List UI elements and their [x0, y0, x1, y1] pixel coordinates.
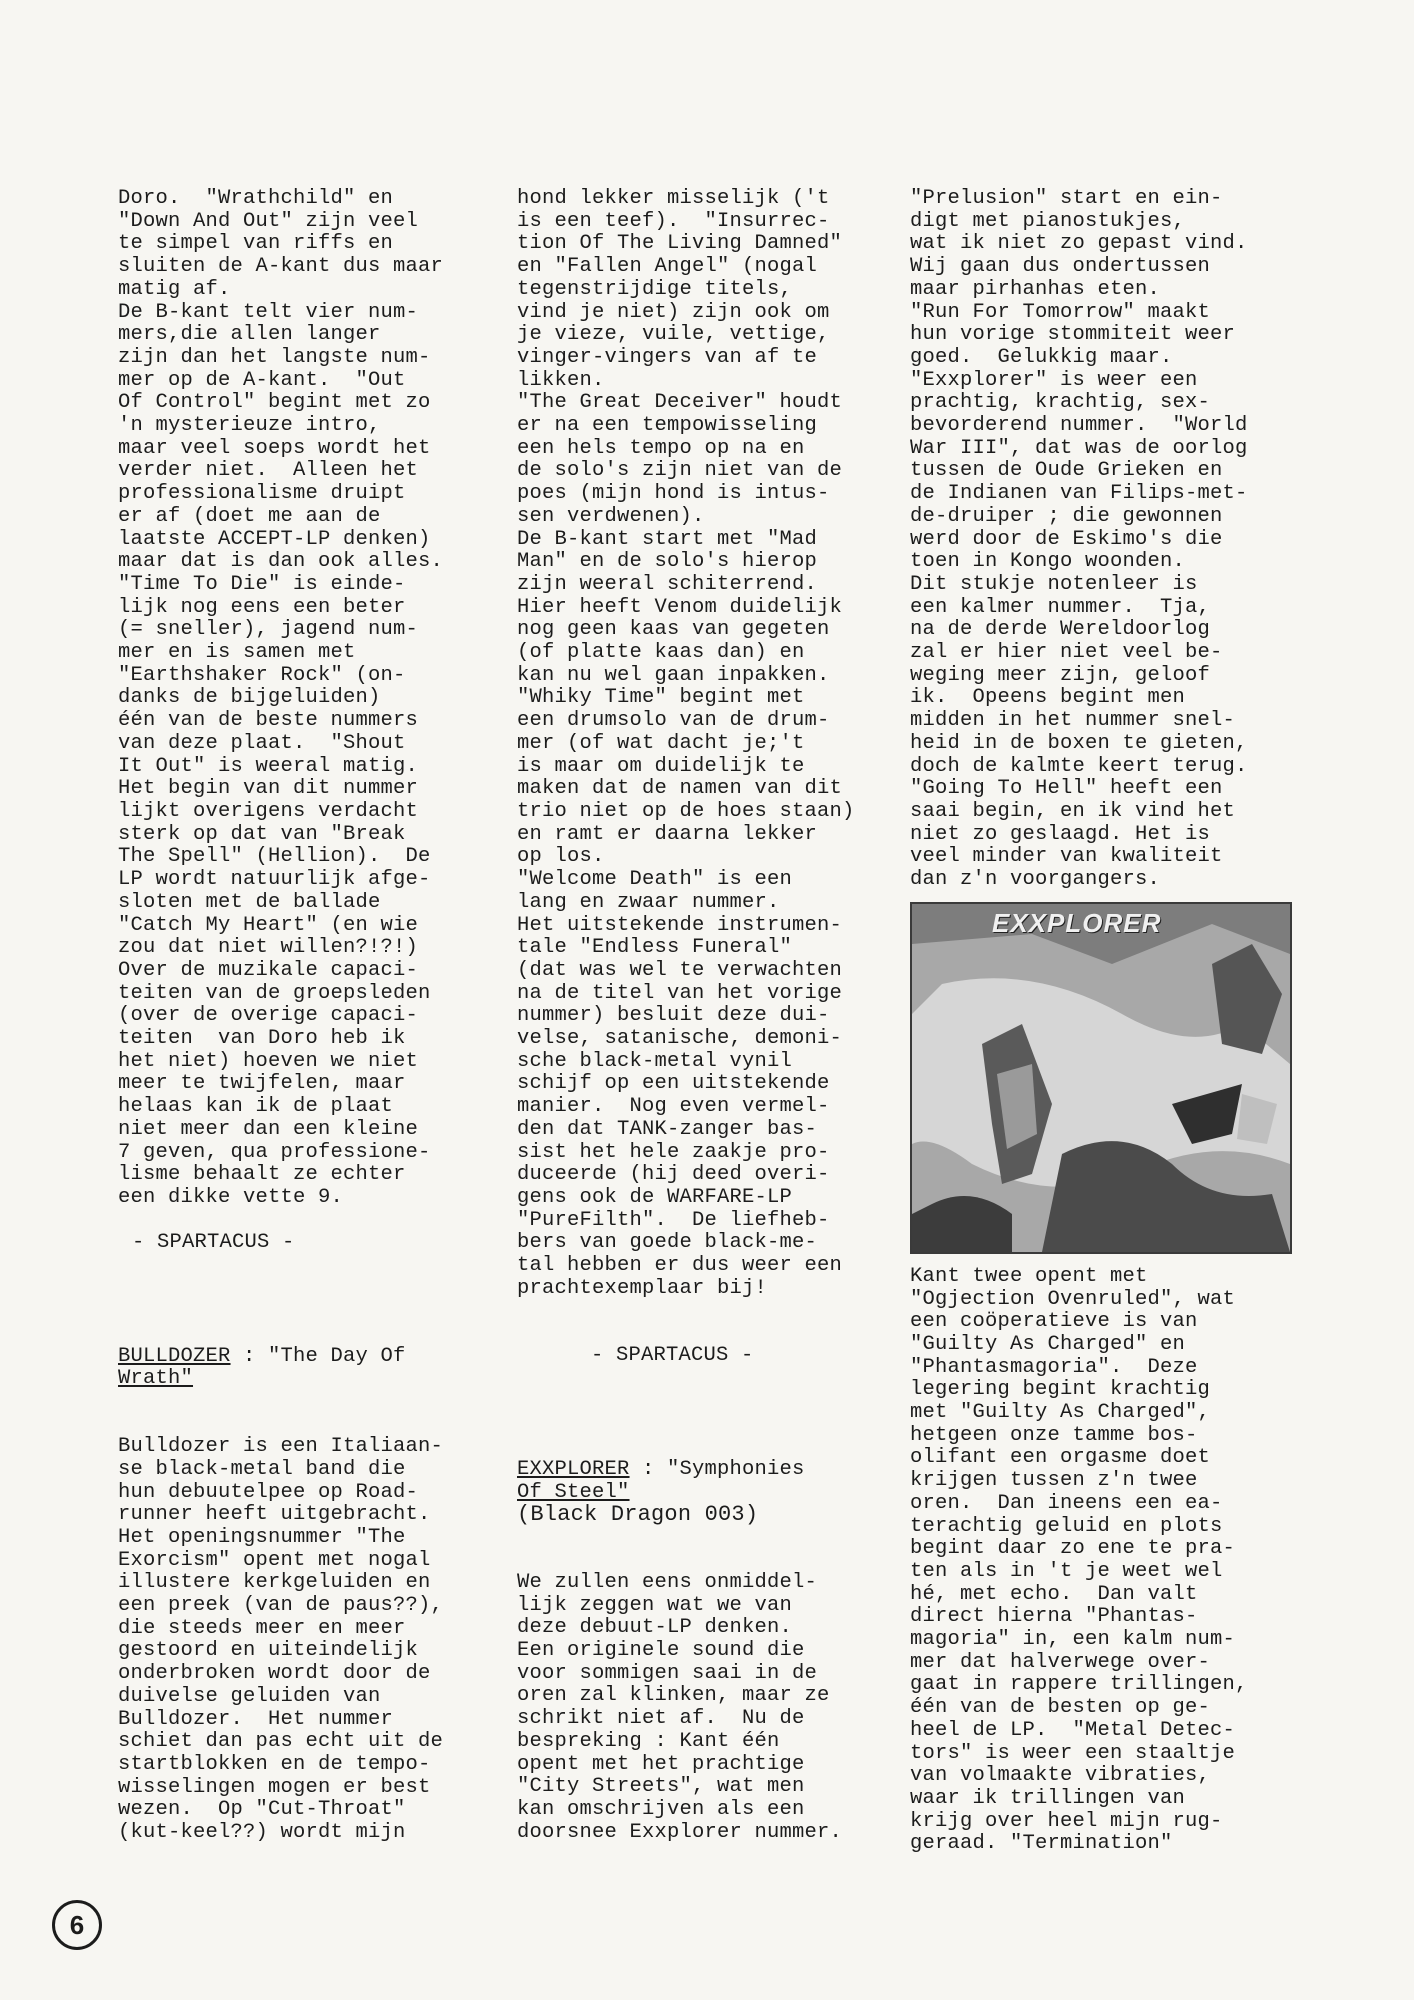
text-line: wat ik niet zo gepast vind.	[910, 232, 1248, 256]
review-heading-exxplorer	[517, 1459, 887, 1482]
text-line: Man" en de solo's hierop	[517, 550, 818, 574]
text-line: "Guilty As Charged" en	[910, 1332, 1186, 1356]
text-line: sluiten de A-kant dus maar	[118, 255, 444, 279]
text-line: de solo's zijn niet van de	[517, 459, 843, 483]
text-line: lang en zwaar nummer.	[517, 890, 780, 914]
text-line: se black-metal band die	[118, 1457, 406, 1481]
text-line: The Spell" (Hellion). De	[118, 845, 431, 869]
text-line: terachtig geluid en plots	[910, 1514, 1223, 1538]
text-line: maken dat de namen van dit	[517, 777, 843, 801]
text-line: danks de bijgeluiden)	[118, 686, 381, 710]
text-line: mer (of wat dacht je;'t	[517, 731, 805, 755]
text-line: tors" is weer een staaltje	[910, 1741, 1236, 1765]
text-line: sloten met de ballade	[118, 890, 381, 914]
text-line: mer op de A-kant. "Out	[118, 368, 406, 392]
text-line: maar pirhanhas eten.	[910, 277, 1161, 301]
text-line: sche black-metal vynil	[517, 1049, 793, 1073]
text-line: De B-kant telt vier num-	[118, 300, 419, 324]
text-line: professionalisme druipt	[118, 482, 406, 506]
text-line: wezen. Op "Cut-Throat"	[118, 1798, 406, 1822]
text-line: Het openingsnummer "The	[118, 1525, 406, 1549]
text-line: veel minder van kwaliteit	[910, 845, 1223, 869]
text-line: schijf op een uitstekende	[517, 1072, 830, 1096]
text-line: zou dat niet willen?!?!)	[118, 936, 419, 960]
review-heading-bulldozer	[118, 1346, 488, 1369]
text-line: na de titel van het vorige	[517, 981, 843, 1005]
cover-logo: EXXPLORER	[992, 907, 1162, 938]
text-line: prachtig, krachtig, sex-	[910, 391, 1211, 415]
text-line: "Catch My Heart" (en wie	[118, 913, 419, 937]
text-line: vind je niet) zijn ook om	[517, 300, 830, 324]
text-line: den dat TANK-zanger bas-	[517, 1117, 818, 1141]
text-line: verder niet. Alleen het	[118, 459, 419, 483]
record-label: (Black Dragon 003)	[517, 1502, 759, 1528]
review-title-line: Of Steel"	[517, 1480, 630, 1504]
text-line: "City Streets", wat men	[517, 1775, 805, 1799]
text-line: oren zal klinken, maar ze	[517, 1684, 830, 1708]
text-line: laatste ACCEPT-LP denken)	[118, 527, 431, 551]
text-line: midden in het nummer snel-	[910, 709, 1236, 733]
text-line: wisselingen mogen er best	[118, 1775, 431, 1799]
text-line: werd door de Eskimo's die	[910, 527, 1223, 551]
text-line: "Whiky Time" begint met	[517, 686, 805, 710]
text-line: "Earthshaker Rock" (on-	[118, 663, 406, 687]
text-line: op los.	[517, 845, 605, 869]
text-line: Of Control" begint met zo	[118, 391, 431, 415]
text-line: matig af.	[118, 277, 231, 301]
text-line: "Run For Tomorrow" maakt	[910, 300, 1211, 324]
text-line: deze debuut-LP denken.	[517, 1616, 793, 1640]
text-line: maar veel soeps wordt het	[118, 436, 431, 460]
text-line: begint daar zo ene te pra-	[910, 1537, 1236, 1561]
text-line: helaas kan ik de plaat	[118, 1095, 394, 1119]
text-line: maar dat is dan ook alles.	[118, 550, 444, 574]
text-line: Wij gaan dus ondertussen	[910, 255, 1211, 279]
text-line: de-druiper ; die gewonnen	[910, 504, 1223, 528]
text-line: likken.	[517, 368, 605, 392]
text-line: runner heeft uitgebracht.	[118, 1503, 431, 1527]
column-1	[118, 188, 488, 1845]
text-line: hun debuutelpee op Road-	[118, 1480, 419, 1504]
text-line: te simpel van riffs en	[118, 232, 394, 256]
text-line: De B-kant start met "Mad	[517, 527, 818, 551]
text-line: 'n mysterieuze intro,	[118, 414, 381, 438]
text-line: lisme behaalt ze echter	[118, 1163, 406, 1187]
text-line: vinger-vingers van af te	[517, 345, 818, 369]
text-line: bevorderend nummer. "World	[910, 414, 1248, 438]
text-line: "PureFilth". De liefheb-	[517, 1208, 830, 1232]
text-line: "Ogjection Ovenruled", wat	[910, 1287, 1236, 1311]
text-line: direct hierna "Phantas-	[910, 1605, 1198, 1629]
text-line: krijgen tussen z'n twee	[910, 1469, 1198, 1493]
text-line: heel de LP. "Metal Detec-	[910, 1718, 1236, 1742]
text-line: waar ik trillingen van	[910, 1786, 1186, 1810]
text-line: sterk op dat van "Break	[118, 822, 406, 846]
text-line: weging meer zijn, geloof	[910, 663, 1211, 687]
text-line: "Time To Die" is einde-	[118, 572, 406, 596]
text-line: één van de besten op ge-	[910, 1696, 1211, 1720]
text-line: Bulldozer. Het nummer	[118, 1707, 394, 1731]
text-line: na de derde Wereldoorlog	[910, 618, 1211, 642]
text-line: gaat in rappere trillingen,	[910, 1673, 1248, 1697]
text-line: zijn weeral schiterrend.	[517, 572, 818, 596]
text-line: Bulldozer is een Italiaan-	[118, 1435, 444, 1459]
text-line: manier. Nog even vermel-	[517, 1095, 830, 1119]
text-line: bespreking : Kant één	[517, 1729, 780, 1753]
text-line: tal hebben er dus weer een	[517, 1254, 843, 1278]
text-line: heid in de boxen te gieten,	[910, 731, 1248, 755]
text-line: tussen de Oude Grieken en	[910, 459, 1223, 483]
text-line: van volmaakte vibraties,	[910, 1764, 1211, 1788]
text-line: "Exxplorer" is weer een	[910, 368, 1198, 392]
text-line: "Prelusion" start en ein-	[910, 187, 1223, 210]
text-line: is een teef). "Insurrec-	[517, 209, 830, 233]
text-line: een coöperatieve is van	[910, 1310, 1198, 1334]
text-line: lijk nog eens een beter	[118, 595, 406, 619]
text-line: schrikt niet af. Nu de	[517, 1707, 805, 1731]
text-line: lijk zeggen wat we van	[517, 1593, 793, 1617]
column-2	[517, 188, 887, 1844]
text-line: Een originele sound die	[517, 1639, 805, 1663]
text-line: een dikke vette 9.	[118, 1185, 344, 1209]
text-line: velse, satanische, demoni-	[517, 1027, 843, 1051]
text-line: Doro. "Wrathchild" en	[118, 187, 394, 210]
text-line: mers,die allen langer	[118, 323, 381, 347]
text-line: bers van goede black-me-	[517, 1231, 818, 1255]
text-line: gens ook de WARFARE-LP	[517, 1185, 793, 1209]
text-line: ten als in 't je weet wel	[910, 1559, 1223, 1583]
text-line: We zullen eens onmiddel-	[517, 1570, 818, 1594]
text-line: hé, met echo. Dan valt	[910, 1582, 1198, 1606]
text-line: nog geen kaas van gegeten	[517, 618, 830, 642]
text-line: zijn dan het langste num-	[118, 345, 431, 369]
text-line: olifant een orgasme doet	[910, 1446, 1211, 1470]
text-line: één van de beste nummers	[118, 709, 419, 733]
text-line: de Indianen van Filips-met-	[910, 482, 1248, 506]
album-cover-image	[910, 902, 1292, 1254]
text-line: teiten van de groepsleden	[118, 981, 431, 1005]
text-line: tegenstrijdige titels,	[517, 277, 793, 301]
text-line: niet meer dan een kleine	[118, 1117, 419, 1141]
text-line: startblokken en de tempo-	[118, 1752, 431, 1776]
text-line: kan omschrijven als een	[517, 1797, 805, 1821]
text-line: er na een tempowisseling	[517, 414, 818, 438]
text-line: (of platte kaas dan) en	[517, 641, 805, 665]
text-line: een kalmer nummer. Tja,	[910, 595, 1211, 619]
text-line: Kant twee opent met	[910, 1264, 1148, 1288]
text-line: legering begint krachtig	[910, 1378, 1211, 1402]
page-number: 6	[52, 1900, 102, 1950]
col3-text-a	[910, 188, 1310, 892]
signature: - SPARTACUS -	[591, 1344, 754, 1368]
text-line: een hels tempo op na en	[517, 436, 805, 460]
col3-text-b	[910, 1266, 1310, 1856]
text-line: saai begin, en ik vind het	[910, 799, 1236, 823]
text-line: (kut-keel??) wordt mijn	[118, 1821, 406, 1845]
text-line: nummer) besluit deze dui-	[517, 1004, 830, 1028]
band-name: BULLDOZER	[118, 1344, 231, 1368]
text-line: War III", dat was de oorlog	[910, 436, 1248, 460]
album-cover-art	[912, 904, 1290, 1252]
text-line: sen verdwenen).	[517, 504, 705, 528]
text-line: Hier heeft Venom duidelijk	[517, 595, 843, 619]
text-line: Het begin van dit nummer	[118, 777, 419, 801]
text-line: "Welcome Death" is een	[517, 868, 793, 892]
column-3	[910, 188, 1310, 1856]
text-line: is maar om duidelijk te	[517, 754, 805, 778]
text-line: trio niet op de hoes staan)	[517, 799, 855, 823]
review-title-part: : "Symphonies	[629, 1457, 805, 1481]
text-line: er af (doet me aan de	[118, 504, 381, 528]
text-line: niet zo geslaagd. Het is	[910, 822, 1211, 846]
signature: - SPARTACUS -	[132, 1231, 295, 1255]
review-title-part: : "The Day Of	[230, 1344, 406, 1368]
text-line: digt met pianostukjes,	[910, 209, 1186, 233]
review-title-line: Wrath"	[118, 1367, 194, 1391]
col2-text-a	[517, 188, 887, 1300]
text-line: geraad. "Termination"	[910, 1832, 1173, 1856]
text-line: die steeds meer en meer	[118, 1616, 406, 1640]
text-line: doch de kalmte keert terug.	[910, 754, 1248, 778]
text-line: LP wordt natuurlijk afge-	[118, 868, 431, 892]
text-line: Het uitstekende instrumen-	[517, 913, 843, 937]
text-line: onderbroken wordt door de	[118, 1662, 431, 1686]
text-line: teiten van Doro heb ik	[118, 1027, 406, 1051]
text-line: en ramt er daarna lekker	[517, 822, 818, 846]
text-line: doorsnee Exxplorer nummer.	[517, 1820, 843, 1844]
text-line: sist het hele zaakje pro-	[517, 1140, 830, 1164]
text-line: kan nu wel gaan inpakken.	[517, 663, 830, 687]
text-line: Dit stukje notenleer is	[910, 572, 1198, 596]
text-line: duivelse geluiden van	[118, 1684, 381, 1708]
text-line: schiet dan pas echt uit de	[118, 1730, 444, 1754]
text-line: toen in Kongo woonden.	[910, 550, 1186, 574]
text-line: hun vorige stommiteit weer	[910, 323, 1236, 347]
text-line: zal er hier niet veel be-	[910, 641, 1223, 665]
text-line: (= sneller), jagend num-	[118, 618, 419, 642]
text-line: tale "Endless Funeral"	[517, 936, 793, 960]
text-line: "The Great Deceiver" houdt	[517, 391, 843, 415]
text-line: "Going To Hell" heeft een	[910, 777, 1223, 801]
text-line: hond lekker misselijk ('t	[517, 187, 830, 210]
text-line: (dat was wel te verwachten	[517, 958, 843, 982]
text-line: meer te twijfelen, maar	[118, 1072, 406, 1096]
text-line: een preek (van de paus??),	[118, 1594, 444, 1618]
text-line: goed. Gelukkig maar.	[910, 345, 1173, 369]
text-line: krijg over heel mijn rug-	[910, 1809, 1223, 1833]
text-line: Exorcism" opent met nogal	[118, 1548, 431, 1572]
text-line: "Down And Out" zijn veel	[118, 209, 419, 233]
text-line: een drumsolo van de drum-	[517, 709, 830, 733]
band-name: EXXPLORER	[517, 1457, 630, 1481]
col1-text-a	[118, 188, 488, 1210]
text-line: mer dat halverwege over-	[910, 1650, 1211, 1674]
text-line: illustere kerkgeluiden en	[118, 1571, 431, 1595]
text-line: (over de overige capaci-	[118, 1004, 419, 1028]
text-line: oren. Dan ineens een ea-	[910, 1491, 1223, 1515]
text-line: voor sommigen saai in de	[517, 1661, 818, 1685]
text-line: It Out" is weeral matig.	[118, 754, 419, 778]
text-line: Over de muzikale capaci-	[118, 958, 419, 982]
text-line: poes (mijn hond is intus-	[517, 482, 830, 506]
text-line: prachtexemplaar bij!	[517, 1276, 768, 1300]
text-line: met "Guilty As Charged",	[910, 1401, 1211, 1425]
text-line: je vieze, vuile, vettige,	[517, 323, 830, 347]
text-line: tion Of The Living Damned"	[517, 232, 843, 256]
text-line: "Phantasmagoria". Deze	[910, 1355, 1198, 1379]
text-line: lijkt overigens verdacht	[118, 799, 419, 823]
col1-text-b	[118, 1436, 488, 1845]
text-line: het niet) hoeven we niet	[118, 1049, 419, 1073]
text-line: van deze plaat. "Shout	[118, 731, 406, 755]
text-line: hetgeen onze tamme bos-	[910, 1423, 1198, 1447]
text-line: opent met het prachtige	[517, 1752, 805, 1776]
text-line: mer en is samen met	[118, 641, 356, 665]
text-line: gestoord en uiteindelijk	[118, 1639, 419, 1663]
col2-text-b	[517, 1572, 887, 1844]
text-line: duceerde (hij deed overi-	[517, 1163, 830, 1187]
text-line: magoria" in, een kalm num-	[910, 1628, 1236, 1652]
text-line: en "Fallen Angel" (nogal	[517, 255, 818, 279]
text-line: dan z'n voorgangers.	[910, 868, 1161, 892]
text-line: 7 geven, qua professione-	[118, 1140, 431, 1164]
text-line: ik. Opeens begint men	[910, 686, 1186, 710]
